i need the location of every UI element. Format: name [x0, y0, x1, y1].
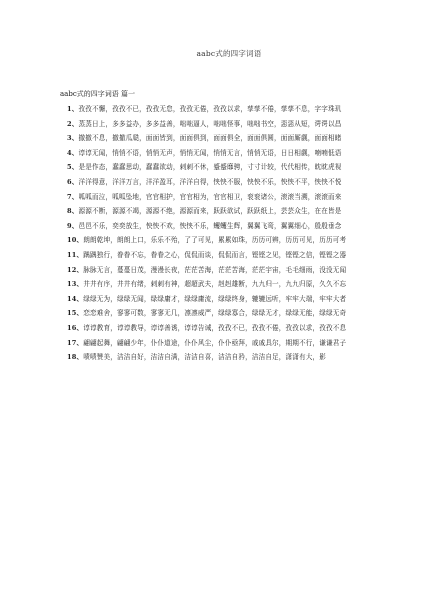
list-item: [60, 248, 398, 263]
entry-number: 8、: [67, 207, 79, 216]
entry-text: 踽踽独行，眷眷不忘，眷眷之心，侃侃而谈，侃侃而言，铿铿之见，铿铿之信，铿铿之器: [83, 250, 347, 259]
entry-number: 13、: [67, 280, 84, 289]
entry-text: 孜孜不懈，孜孜不已，孜孜无怠，孜孜无倦，孜孜以求，孳孳不倦，孳孳不息，字字珠玑: [78, 105, 342, 113]
entry-text: 谆谆无闻，悄悄不语，悄悄无声，悄悄无闻，悄悄无言，悄悄无语，日日相觑，喃喃低语: [78, 148, 342, 157]
entry-text: 啧啧赞美，洁洁自好，洁洁自满，洁洁自喜，洁洁自矜，洁洁自足，潇潇有大，影: [83, 353, 327, 362]
entry-number: 12、: [67, 265, 84, 274]
entry-text: 谆谆教育，谆谆教导，谆谆善诱，谆谆告诫，孜孜不已，孜孜不倦，孜孜以求，孜孜不息: [83, 323, 347, 332]
entry-number: 1、: [67, 105, 79, 113]
entry-text: 撤撤不息，撤撤瓜瓞，面面皆到，面面俱到，面面俱全，面面俱圆，面面厮觑，面面相睹: [78, 134, 342, 143]
list-item: [60, 233, 398, 248]
entry-text: 恋恋难舍，寥寥可数，寥寥无几，凛凛威严，绿绿寡合，绿绿无才，绿绿无能，绿绿无奇: [83, 309, 347, 318]
entry-list: [60, 102, 398, 365]
entry-text: 翩翩起舞，翩翩少年，仆仆道途，仆仆风尘，仆仆亟拜，戚戚具尔，期期不行，谦谦君子: [83, 338, 347, 347]
entry-number: 5、: [67, 163, 79, 172]
entry-text: 蒸蒸日上，多多益办，多多益善，咄咄逼人，咄咄怪事，咄咄书空，惡惡从短，谔谔以昌: [78, 119, 342, 128]
entry-text: 洋洋得意，洋洋万言，洋洋盈耳，洋洋自得，怏怏不服，怏怏不乐，怏怏不平，怏怏不悦: [78, 177, 342, 186]
section-heading: aabc式的四字词语 篇一: [60, 90, 135, 98]
list-item: [60, 131, 398, 146]
list-item: [60, 277, 398, 292]
entry-text: 源源不断，源源不竭，源源不绝，源源而来，跃跃欲试，跃跃纸上，芸芸众生，在在皆是: [78, 207, 342, 216]
list-item: [60, 117, 398, 132]
list-item: [60, 160, 398, 175]
list-item: [60, 350, 398, 365]
entry-number: 10、: [67, 236, 84, 245]
entry-text: 呱呱而泣，呱呱坠地，官官相护，官官相为，官官相卫，衮衮诸公，滚滚当溯，滚滚而来: [78, 192, 342, 201]
entry-text: 朗朗乾坤，朗朗上口，乐乐不殆，了了可见，累累如珠，历历可辨，历历可见，历历可考: [83, 236, 347, 245]
list-item: [60, 321, 398, 336]
entry-number: 16、: [67, 323, 84, 332]
entry-text: 邑邑不乐，奕奕放生，怏怏不欢，怏怏不乐，蠼蠼生辉，翼翼飞鸾，翼翼细心，殷殷垂念: [78, 221, 342, 230]
entry-number: 11、: [67, 250, 84, 259]
entry-number: 14、: [67, 294, 84, 303]
list-item: [60, 263, 398, 278]
entry-text: 井井有序，井井有绪，刺刺有神，超超武夫，赳赳雄断，九九归一，九九归原，久久不忘: [83, 280, 347, 289]
entry-text: 是是作态，蠢蠢思动，蠢蠢欲动，刺刺不休，蹙蹙靡骋，寸寸计较，代代相传，眈眈虎视: [78, 163, 342, 172]
list-item: [60, 102, 398, 117]
list-item: [60, 336, 398, 351]
entry-number: 15、: [67, 309, 84, 318]
entry-text: 脉脉无言，蔓蔓日茂，漫漫长夜，茫茫苦海，茫茫苦海，茫茫宇宙，毛毛细雨，没没无闻: [83, 265, 347, 274]
list-item: [60, 204, 398, 219]
entry-number: 7、: [67, 192, 79, 201]
entry-number: 6、: [67, 177, 79, 186]
entry-number: 17、: [67, 338, 84, 347]
entry-number: 2、: [67, 119, 79, 128]
list-item: [60, 146, 398, 161]
entry-number: 4、: [67, 148, 79, 157]
entry-number: 18、: [67, 353, 84, 362]
document-title: aabc式的四字词语: [196, 49, 262, 58]
list-item: [60, 219, 398, 234]
entry-number: 9、: [67, 221, 79, 230]
list-item: [60, 292, 398, 307]
list-item: [60, 190, 398, 205]
entry-text: 绿绿无为，绿绿无闻，绿绿庸才，绿绿庸流，绿绿终身，辘辘远听，牢牢大端，牢牢大者: [83, 294, 347, 303]
entry-number: 3、: [67, 134, 79, 143]
list-item: [60, 306, 398, 321]
list-item: [60, 175, 398, 190]
